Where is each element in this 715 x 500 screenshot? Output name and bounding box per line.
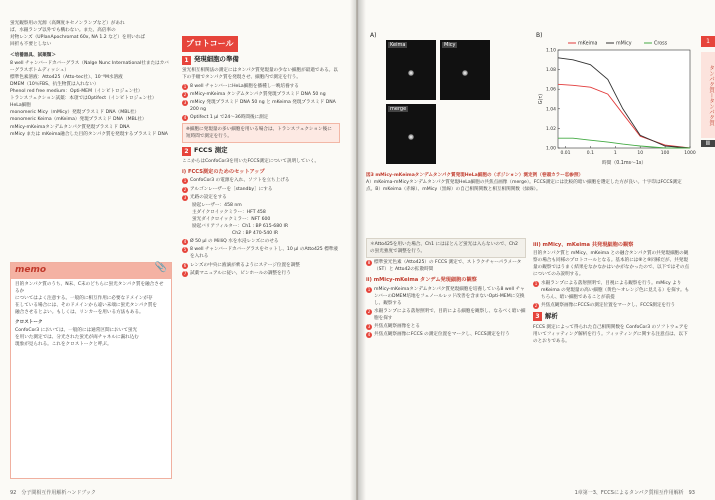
memo-box: memo 📎 目的タンパク質のうち、N末、C末のどちらに蛍光タンパク質を融合させるか についてはよく注意する。一般的に相互作用に必要なドメインが存 在している場合には、そのドメインから遠い末端に蛍光タンパク質を 融合させるとよい。もしくは、リンカーを用いる方法もある。 クロストーク ConfoCor3 においては、一般的には通常区間において蛍光 を用いた測定では、分光された蛍光が両チャネルに漏れ込む 現象が見られる。これをクロストークと呼ぶ。 [10,262,172,479]
list-item: DMEM（10％FBS、抗生物質は入れない） [10,81,99,87]
x-tick-label: 10 [637,151,644,156]
note-box: ※細胞に発現量の多い細胞を用いる場合は、トランスフェクション後に短時間で測定を行う。 [182,123,340,143]
x-tick-label: 1 [613,151,617,156]
y-tick-label: 1.06 [545,87,556,93]
image-keima: Keima [386,40,436,100]
list-item: トランスフェクション試薬：本項ではOptifect（インビトロジェン社） [10,96,157,102]
left-page [0,0,356,500]
x-tick-label: 100 [660,151,670,156]
image-merge: merge [386,104,436,164]
right-col-1: ＊Atto425を用いた場合、Ch1 にはほとんど蛍光は入らないので、Ch2 の蛍光強度で調整を行う。 8 標準蛍光色素（Atto425）の FCCS 測定で、ストラクチャーパラメータ（ST）と Atto42の拡散時間 ii) mMicy-mKeima タンデム発現細胞の観察 1 mMicy-mKeimaタンデムタンパク質発現細胞を培養している8 well チャンバーのDMEM培地をフェノールレッド改善を含まないOpti-MEMに交換し、観察する 2 水銀ランプによる落射照明で、目的による細胞を観察し、なるべく暗い細胞を探す 3 共焦点観察画像をとる 4 共焦点観察画像にFCCS の測定位置をマークし、FCCS測定を行う [366,238,526,339]
figure-b-label: B) [536,32,543,39]
memo-label: memo [11,263,171,279]
list-item: 8 well チャンバードカバーグラス（Nalge Nunc International社またはカバーグラスボトムディッシュ） [10,60,169,73]
list-item: 標準色素溶液：Atto425（Atto-tec社）、10⁻⁸M水溶液 [10,74,123,80]
y-axis-label: G(τ) [539,93,544,105]
optics-settings: 励起レーザー：458 nm 主ダイクロイックミラー：HFT 458 蛍光ダイクロイックミラー：NFT 600 励起バリアフィルター：Ch1 : BP 615-680 IR Ch2 : BP 470-540 IR [192,202,289,237]
section-3-badge: 3 [533,312,542,321]
protocol-column: プロトコール 1 発現細胞の準備 蛍光相互相関法の測定にはタンパク質発現量の少ない細胞が最適である。以下の手順でタンパク質を発現させ、細胞内で測定を行う。 1 8 well チャンバーにHeLa細胞を播種し一晩培養する 2 mMicy-mKeima タンデムタンパク質発現プラスミド DNA 50 ng 3 mMicy 発現プラスミド DNA 50 ng と mKeima 発現プラスミド DNA 200 ng 4 Optifect 1 μl で24〜36時間後に測定 ※細胞に発現量の多い細胞を用いる場合は、トランスフェクション後に短時間で測定を行う。 2 FCCS 測定 ここからはConfoCor3を用いたFCCS測定について説明していく。 i) FCCS測定のためのセットアップ 1 ConfoCor3 の電源を入れ、ソフトを立ち上げる 2 アルゴンレーザーを［standby］にする 3 光路の設定をする 励起レーザー：458 nm 主ダイクロイックミラー：HFT 458 蛍光ダイクロイックミラー：NFT 600 励起バリアフィルター：Ch1 : BP 615-680 IR Ch2 : BP 470-540 IR 4 Ø 50 μl の MilliQ 水を水浸レンズにのせる 5 8 well チャンバードカバーグラスをセットし、10 μl のAtto425 標準液を入れる 6 レンズの中央に液滴が乗るようにステージ位置を調整 7 試薬マニュアルに従い、ピンホールの調整を行う [182,36,340,278]
y-tick-label: 1.04 [545,107,556,113]
intro-text: 蛍光観察用の光源（高輝度キセノンランプなど）があれ ば、水銀ランプ以外でも構わない。また、高倍率の 対物レンズ（UPlanApochromat 60x, NA 1.2 など）を用いれば 回折も不要としない ＜培養器具、試薬類＞ 8 well チャンバードカバーグラス（Nalge Nunc International社またはカバーグラスボトムディッシュ） 標準色素溶液：Atto425（Atto-tec社）、10⁻⁸M水溶液 DMEM（10％FBS、抗生物質は入れない） Phenol red free medium：Opti-MEM（インビトロジェン社） トランスフェクション試薬：本項ではOptifect（インビトロジェン社） HeLa細胞 monomeric Micy（mMicy）発現プラスミド DNA（MBL社） monomeric Keima（mKeima）発現プラスミド DNA（MBL社） mMicy-mKeimaタンデムタンパク質発現プラスミド DNA mMicy または mKeima融合した目的タンパク質を発現するプラスミド DNA [10,21,169,137]
protocol-title: プロトコール [182,36,238,52]
list-item: HeLa細胞 [10,103,31,109]
reagents-heading: ＜培養器具、試薬類＞ [10,53,56,59]
y-tick-label: 1.00 [545,146,556,152]
note-box: ＊Atto425を用いた場合、Ch1 にはほとんど蛍光は入らないので、Ch2 の蛍光強度で調整を行う。 [366,238,526,258]
right-col-2: iii) mMicy、mKeima 共発現細胞の観察 目的タンパク質と mMicy、mKeima との融合タンパク質の共発現細胞の観察の場合も同様のプロトコールとなる。基本的には⑧と⑨同様だが、共発現量の観察ではうまく結果をなかなかはいかがなかったので、以下ではその点についてのみ説明する。 1 水銀ランプによる落射照明で、目視による観察を行う。mMicy よりmKeima の発現量の高い細胞（黄色〜オレンジ色に見える）を探す。もちろん、暗い細胞であることが前提 2 共焦点観察画像にFCCSの測定位置をマークし、FCCS測定を行う 3 解析 FCCS 測定によって得られた自己相関関数を ConfoCor3 のソフトウェアを用いてフィッティング解析を行う。フィッティングに関する注意点は、以下のとおりである。 [533,242,690,345]
fccs-chart [536,36,696,166]
right-page [358,0,715,500]
section-2-badge: 2 [182,147,191,156]
figure-caption: 図3 mMicy-mKeimaタンデムタンパク質発現HeLa細胞の（ポジション）測定例（巻頭カラー㉑参照） A）mKeima-mMicyタンデムタンパク質発現HeLa細胞の共焦点画像（merge）。FCCS測定には比較的暗い細胞を選定した方が良い。十字印はFCCS測定点。B）mKeima（赤線）、mMicy（黒線）の自己相関関数と相互相関関数（緑線）。 [366,173,682,193]
section-1-badge: 1 [182,56,191,65]
list-item: mMicy-mKeimaタンデムタンパク質発現プラスミド DNA [10,124,130,130]
section-2-title: FCCS 測定 [194,146,228,155]
x-axis-label: 時間（0.1ms～1s） [601,161,647,166]
list-item: monomeric Micy（mMicy）発現プラスミド DNA（MBL社） [10,110,140,116]
figure-a-label: A) [370,32,377,39]
section-3-title: 解析 [545,311,558,320]
reagent-list [10,60,170,138]
section-1-title: 発現細胞の準備 [194,55,239,64]
list-item: monomeric Keima（mKeima）発現プラスミド DNA（MBL社） [10,117,147,123]
y-tick-label: 1.08 [545,68,556,74]
list-item: mMicy または mKeima融合した目的タンパク質を発現するプラスミド DNA [10,131,168,137]
legend-label-Cross: Cross [654,41,668,47]
legend-label-mKeima: mKeima [578,41,598,47]
x-tick-label: 1000 [684,151,696,156]
x-tick-label: 0.01 [560,151,571,156]
y-tick-label: 1.02 [545,126,556,132]
chapter-side-label: タンパク質ータンパク質 [701,52,715,138]
x-tick-label: 0.1 [586,151,594,156]
chapter-tab: 1 [701,36,715,47]
page-number-right: 1章第一3、FCCSによるタンパク質相互作用解析 93 [574,490,695,496]
part-roman: Ⅲ [701,140,715,147]
paperclip-icon: 📎 [154,262,167,273]
plot-area [558,50,690,148]
y-tick-label: 1.10 [545,48,556,54]
subsection-title: i) FCCS測定のためのセットアップ [182,169,265,176]
image-micy: Micy [440,40,490,100]
legend-label-mMicy: mMicy [616,41,632,47]
page-number-left: 92 分子間相互作用解析ハンドブック [10,490,96,496]
list-item: Phenol red free medium：Opti-MEM（インビトロジェン社） [10,88,143,94]
